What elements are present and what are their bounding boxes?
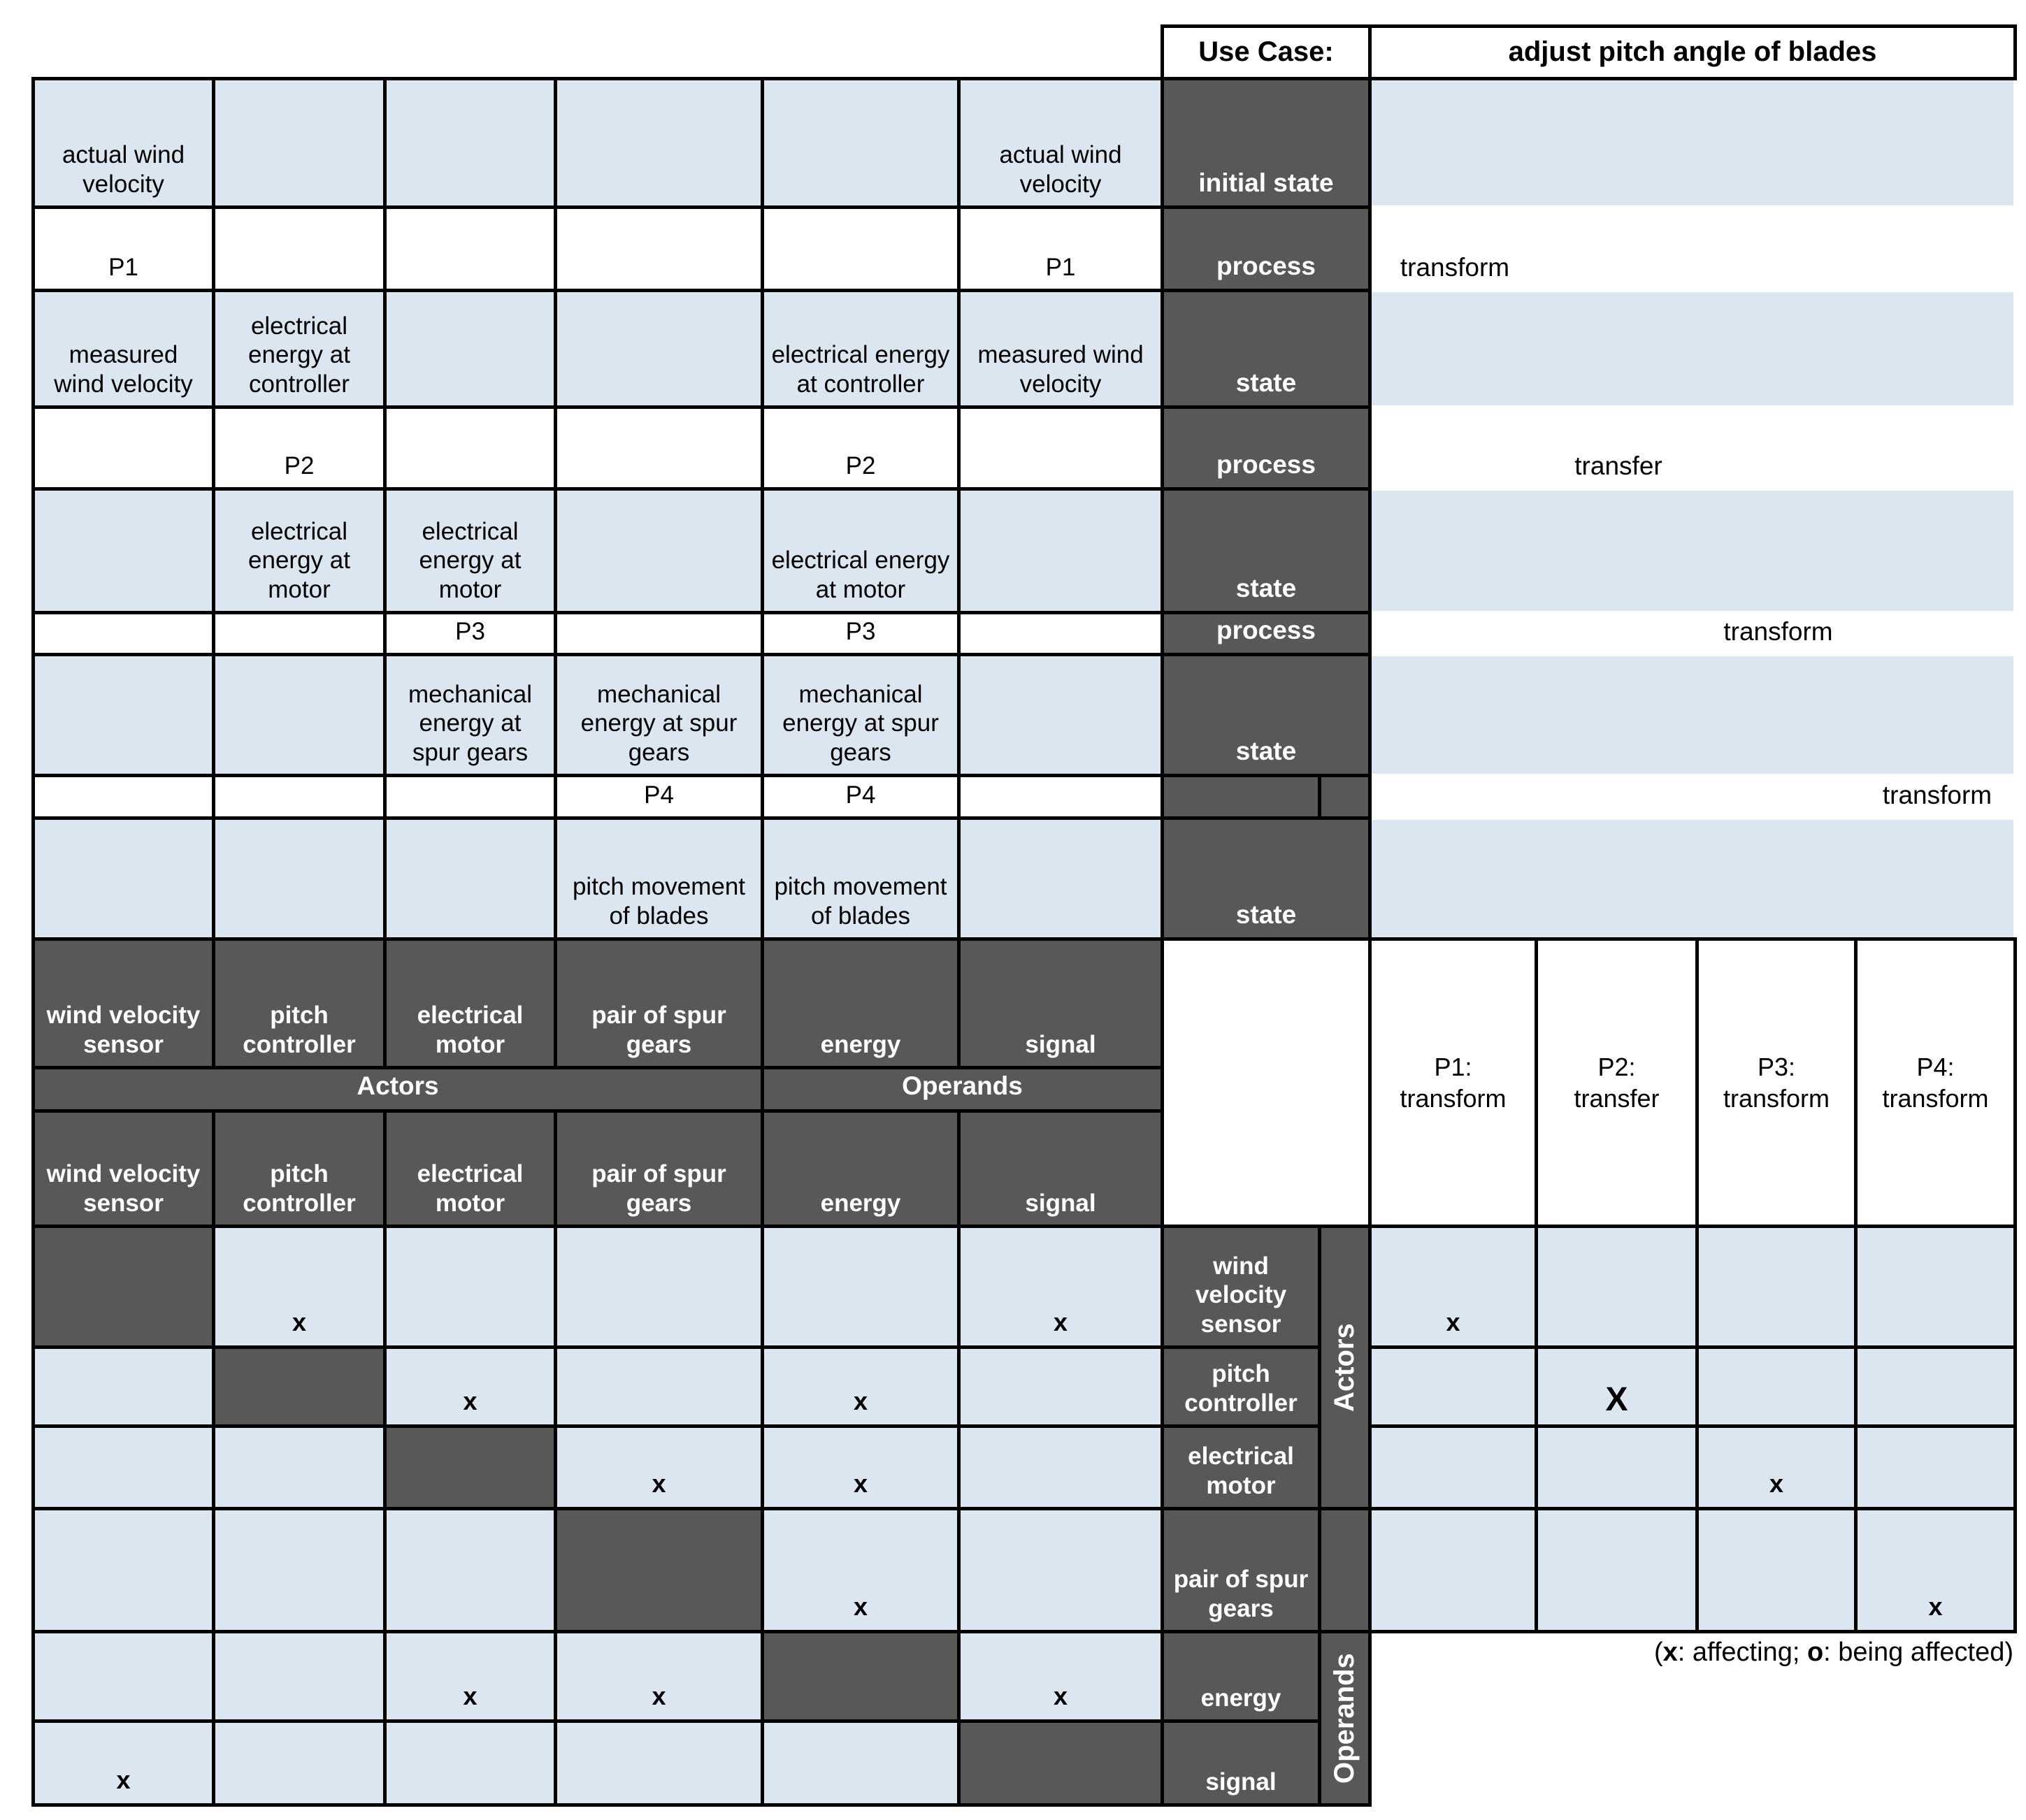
flow-cell-r7-c3	[383, 653, 557, 777]
flow-cell-r4-c2	[212, 405, 387, 491]
flow-cell-r2-c6-text: P1	[1045, 253, 1076, 281]
flow-cell-r3-c2	[212, 289, 387, 409]
process-matrix-cell-1-p2	[1535, 1225, 1699, 1349]
flow-cell-r3-c1	[31, 289, 215, 409]
matrix-cell-5-2	[212, 1630, 387, 1723]
matrix-cell-2-3-text: x	[463, 1386, 477, 1415]
matrix-cell-1-6	[957, 1225, 1164, 1349]
phase-label-r8-right	[1318, 774, 1372, 820]
flow-cell-r1-c1	[31, 77, 215, 209]
matrix-cell-3-3-diagonal	[383, 1424, 557, 1510]
phase-band-r1	[1372, 80, 2013, 205]
matrix-cell-4-3	[383, 1507, 557, 1633]
matrix-cell-5-3	[383, 1630, 557, 1723]
matrix-cell-5-3-text: x	[463, 1681, 477, 1710]
entity-row-label-4	[1161, 1507, 1321, 1633]
matrix-cell-1-6-text: x	[1053, 1307, 1068, 1336]
flow-cell-r3-c2-text: electrical energy at controller	[248, 312, 350, 398]
process-column-header-1-text: P1: transform	[1400, 1053, 1507, 1113]
flow-cell-r5-c1	[31, 487, 215, 614]
entity-header-mid-1	[31, 1109, 215, 1228]
phase-label-r1-text: initial state	[1198, 168, 1334, 198]
process-column-header-2	[1535, 937, 1699, 1228]
operands-vertical-label	[1318, 1630, 1372, 1807]
flow-cell-r8-c3	[383, 774, 557, 820]
flow-cell-r2-c3	[383, 205, 557, 292]
matrix-cell-4-2	[212, 1507, 387, 1633]
process-name-r2: transform	[1400, 253, 1510, 282]
process-matrix-cell-4-p1	[1368, 1507, 1538, 1633]
entity-header-top-4	[554, 937, 764, 1069]
flow-cell-r8-c6	[957, 774, 1164, 820]
entity-header-mid-3-text: electrical motor	[417, 1160, 524, 1217]
phase-label-r4	[1161, 405, 1372, 491]
process-column-header-4-text: P4: transform	[1882, 1053, 1989, 1113]
process-matrix-cell-2-p4	[1854, 1345, 2017, 1428]
process-matrix-cell-2-p2-text: X	[1605, 1381, 1628, 1419]
flow-cell-r3-c3	[383, 289, 557, 409]
flow-cell-r4-c3	[383, 405, 557, 491]
matrix-cell-1-5	[761, 1225, 961, 1349]
flow-cell-r5-c5-text: electrical energy at motor	[771, 547, 950, 603]
flow-cell-r8-c1	[31, 774, 215, 820]
flow-cell-r7-c4	[554, 653, 764, 777]
matrix-cell-1-2-text: x	[292, 1307, 307, 1336]
flow-cell-r2-c1-text: P1	[108, 253, 138, 281]
legend-key-x: x	[1662, 1638, 1678, 1667]
entity-header-mid-6	[957, 1109, 1164, 1228]
operands-band	[761, 1066, 1164, 1113]
flow-cell-r9-c5	[761, 816, 961, 941]
flow-cell-r3-c6-text: measured wind velocity	[977, 341, 1144, 398]
actors-band-text: Actors	[357, 1071, 439, 1100]
phase-band-r6	[1372, 614, 2013, 653]
entity-row-label-1-text: wind velocity sensor	[1195, 1252, 1287, 1338]
flow-cell-r1-c6	[957, 77, 1164, 209]
process-matrix-cell-4-p3	[1695, 1507, 1858, 1633]
entity-header-top-6	[957, 937, 1164, 1069]
phase-label-r5-text: state	[1235, 574, 1297, 603]
flow-cell-r9-c3	[383, 816, 557, 941]
flow-cell-r7-c4-text: mechanical energy at spur gears	[580, 681, 738, 766]
flow-cell-r2-c2	[212, 205, 387, 292]
phase-band-r9	[1372, 820, 2013, 937]
flow-cell-r5-c2	[212, 487, 387, 614]
flow-cell-r4-c1	[31, 405, 215, 491]
entity-header-mid-5	[761, 1109, 961, 1228]
entity-header-top-5-text: energy	[820, 1030, 901, 1058]
flow-cell-r9-c6	[957, 816, 1164, 941]
operands-band-text: Operands	[902, 1071, 1023, 1100]
flow-cell-r8-c4-text: P4	[644, 781, 674, 809]
matrix-cell-4-4-diagonal	[554, 1507, 764, 1633]
flow-cell-r1-c1-text: actual wind velocity	[62, 141, 185, 198]
process-matrix-cell-3-p1	[1368, 1424, 1538, 1510]
phase-label-r6-text: process	[1216, 616, 1316, 645]
phase-label-r3-text: state	[1235, 368, 1297, 398]
flow-cell-r1-c5	[761, 77, 961, 209]
entity-header-top-6-text: signal	[1025, 1030, 1096, 1058]
legend-segment: : being affected)	[1823, 1638, 2013, 1667]
process-name-r8: transform	[1882, 781, 1992, 810]
matrix-cell-3-4	[554, 1424, 764, 1510]
matrix-cell-1-2	[212, 1225, 387, 1349]
flow-cell-r4-c6	[957, 405, 1164, 491]
flow-cell-r7-c1	[31, 653, 215, 777]
phase-label-r2-text: process	[1216, 252, 1316, 281]
entity-header-top-3-text: electrical motor	[417, 1002, 524, 1058]
matrix-cell-4-5-text: x	[853, 1591, 868, 1621]
flow-cell-r9-c1	[31, 816, 215, 941]
process-matrix-cell-1-p3	[1695, 1225, 1858, 1349]
entity-row-label-2-text: pitch controller	[1184, 1360, 1298, 1417]
use-case-label: Use Case:	[1161, 24, 1372, 80]
entity-row-label-6	[1161, 1719, 1321, 1807]
operands-vertical-text: Operands	[1328, 1653, 1360, 1784]
phase-band-r5	[1372, 491, 2013, 611]
flow-cell-r3-c5	[761, 289, 961, 409]
flow-cell-r2-c6	[957, 205, 1164, 292]
matrix-cell-4-1	[31, 1507, 215, 1633]
matrix-cell-3-4-text: x	[652, 1468, 666, 1498]
entity-row-label-1	[1161, 1225, 1321, 1349]
flow-cell-r6-c2	[212, 611, 387, 656]
matrix-cell-5-6	[957, 1630, 1164, 1723]
flow-cell-r1-c3	[383, 77, 557, 209]
entity-header-mid-4	[554, 1109, 764, 1228]
matrix-cell-2-5-text: x	[853, 1386, 868, 1415]
matrix-cell-2-4	[554, 1345, 764, 1428]
matrix-cell-3-2	[212, 1424, 387, 1510]
process-matrix-cell-2-p3	[1695, 1345, 1858, 1428]
matrix-cell-1-1-diagonal	[31, 1225, 215, 1349]
matrix-cell-5-6-text: x	[1053, 1681, 1068, 1710]
process-matrix-cell-2-p1	[1368, 1345, 1538, 1428]
flow-cell-r8-c4	[554, 774, 764, 820]
flow-cell-r3-c1-text: measured wind velocity	[54, 341, 193, 398]
phase-label-r2	[1161, 205, 1372, 292]
entity-row-label-3-text: electrical motor	[1188, 1443, 1294, 1499]
phase-label-r3	[1161, 289, 1372, 409]
flow-cell-r4-c2-text: P2	[284, 452, 315, 479]
flow-cell-r7-c2	[212, 653, 387, 777]
entity-header-top-5	[761, 937, 961, 1069]
matrix-cell-1-3	[383, 1225, 557, 1349]
matrix-cell-3-5	[761, 1424, 961, 1510]
entity-row-label-5	[1161, 1630, 1321, 1723]
matrix-cell-4-6	[957, 1507, 1164, 1633]
flow-cell-r9-c4	[554, 816, 764, 941]
flow-cell-r3-c6	[957, 289, 1164, 409]
phase-label-r4-text: process	[1216, 450, 1316, 479]
flow-cell-r6-c1	[31, 611, 215, 656]
matrix-cell-1-4	[554, 1225, 764, 1349]
flow-cell-r8-c2	[212, 774, 387, 820]
process-column-header-4	[1854, 937, 2017, 1228]
flow-cell-r5-c6	[957, 487, 1164, 614]
actors-vertical-text: Actors	[1328, 1323, 1360, 1412]
process-column-header-2-text: P2: transfer	[1574, 1053, 1660, 1113]
matrix-cell-6-4	[554, 1719, 764, 1807]
entity-header-mid-5-text: energy	[820, 1189, 901, 1217]
matrix-cell-5-1	[31, 1630, 215, 1723]
matrix-cell-2-3	[383, 1345, 557, 1428]
flow-cell-r5-c3-text: electrical energy at motor	[419, 518, 522, 603]
matrix-cell-6-2	[212, 1719, 387, 1807]
phase-band-r8	[1372, 777, 2013, 816]
flow-cell-r7-c5-text: mechanical energy at spur gears	[782, 681, 939, 766]
flow-cell-r4-c5-text: P2	[845, 452, 876, 479]
legend-segment: : affecting;	[1677, 1638, 1807, 1667]
matrix-cell-3-6	[957, 1424, 1164, 1510]
flow-cell-r3-c4	[554, 289, 764, 409]
phase-label-r1	[1161, 77, 1372, 209]
process-matrix-cell-4-p4-text: x	[1928, 1591, 1943, 1621]
entity-row-label-2	[1161, 1345, 1321, 1428]
entity-header-top-4-text: pair of spur gears	[591, 1002, 726, 1058]
strip-spacer-cell	[1318, 1507, 1372, 1633]
flow-cell-r5-c3	[383, 487, 557, 614]
flow-cell-r6-c3-text: P3	[455, 617, 485, 645]
flow-cell-r6-c4	[554, 611, 764, 656]
phase-label-r6	[1161, 611, 1372, 656]
matrix-cell-6-1	[31, 1719, 215, 1807]
flow-cell-r9-c5-text: pitch movement of blades	[774, 873, 947, 930]
phase-band-r4	[1372, 409, 2013, 487]
flow-cell-r2-c4	[554, 205, 764, 292]
flow-cell-r9-c2	[212, 816, 387, 941]
process-matrix-cell-4-p4	[1854, 1507, 2017, 1633]
entity-header-mid-2-text: pitch controller	[243, 1160, 356, 1217]
phase-band-r3	[1372, 292, 2013, 405]
matrix-cell-4-5	[761, 1507, 961, 1633]
flow-cell-r1-c6-text: actual wind velocity	[999, 141, 1122, 198]
flow-cell-r3-c5-text: electrical energy at controller	[771, 341, 950, 398]
entity-header-mid-3	[383, 1109, 557, 1228]
entity-row-label-4-text: pair of spur gears	[1173, 1566, 1309, 1622]
entity-header-top-1	[31, 937, 215, 1069]
process-matrix-cell-1-p4	[1854, 1225, 2017, 1349]
flow-cell-r7-c6	[957, 653, 1164, 777]
matrix-cell-6-6-diagonal	[957, 1719, 1164, 1807]
matrix-cell-6-5	[761, 1719, 961, 1807]
flow-cell-r4-c5	[761, 405, 961, 491]
flow-cell-r5-c2-text: electrical energy at motor	[248, 518, 350, 603]
matrix-cell-6-1-text: x	[116, 1765, 131, 1794]
phase-band-r2	[1372, 209, 2013, 289]
matrix-cell-6-3	[383, 1719, 557, 1807]
process-matrix-cell-3-p3-text: x	[1769, 1468, 1784, 1498]
flow-cell-r2-c1	[31, 205, 215, 292]
actors-vertical-label	[1318, 1225, 1372, 1510]
flow-cell-r6-c5	[761, 611, 961, 656]
matrix-cell-3-5-text: x	[853, 1468, 868, 1498]
entity-header-mid-6-text: signal	[1025, 1189, 1096, 1217]
flow-cell-r6-c6	[957, 611, 1164, 656]
entity-header-top-2	[212, 937, 387, 1069]
flow-cell-r6-c3	[383, 611, 557, 656]
entity-header-top-2-text: pitch controller	[243, 1002, 356, 1058]
flow-cell-r2-c5	[761, 205, 961, 292]
entity-header-top-3	[383, 937, 557, 1069]
entity-row-label-5-text: energy	[1200, 1684, 1281, 1712]
process-matrix-cell-1-p1	[1368, 1225, 1538, 1349]
matrix-cell-3-1	[31, 1424, 215, 1510]
entity-header-top-1-text: wind velocity sensor	[46, 1002, 201, 1058]
flow-cell-r5-c4	[554, 487, 764, 614]
entity-header-mid-2	[212, 1109, 387, 1228]
flow-cell-r9-c4-text: pitch movement of blades	[572, 873, 746, 930]
matrix-cell-2-5	[761, 1345, 961, 1428]
flow-cell-r1-c2	[212, 77, 387, 209]
legend-segment: (	[1653, 1638, 1663, 1667]
matrix-cell-5-4	[554, 1630, 764, 1723]
legend-note	[1384, 1638, 2013, 1668]
entity-header-mid-4-text: pair of spur gears	[591, 1160, 726, 1217]
corner-blank-cell	[1161, 937, 1372, 1228]
flow-cell-r6-c5-text: P3	[845, 617, 876, 645]
flow-cell-r7-c3-text: mechanical energy at spur gears	[408, 681, 533, 766]
flow-cell-r5-c5	[761, 487, 961, 614]
flow-cell-r1-c4	[554, 77, 764, 209]
legend-key-o: o	[1806, 1638, 1824, 1667]
matrix-cell-2-1	[31, 1345, 215, 1428]
process-matrix-cell-3-p2	[1535, 1424, 1699, 1510]
process-matrix-cell-1-p1-text: x	[1446, 1307, 1460, 1336]
phase-band-r7	[1372, 656, 2013, 774]
flow-cell-r4-c4	[554, 405, 764, 491]
entity-row-label-3	[1161, 1424, 1321, 1510]
flow-cell-r7-c5	[761, 653, 961, 777]
process-name-r6: transform	[1723, 617, 1833, 647]
process-matrix-cell-2-p2	[1535, 1345, 1699, 1428]
actors-band	[31, 1066, 764, 1113]
process-matrix-cell-3-p3	[1695, 1424, 1858, 1510]
matrix-cell-5-5-diagonal	[761, 1630, 961, 1723]
phase-label-r5	[1161, 487, 1372, 614]
phase-label-r9-text: state	[1235, 900, 1297, 930]
process-column-header-3	[1695, 937, 1858, 1228]
phase-label-r7	[1161, 653, 1372, 777]
flow-cell-r8-c5-text: P4	[845, 781, 876, 809]
matrix-cell-5-4-text: x	[652, 1681, 666, 1710]
process-matrix-cell-3-p4	[1854, 1424, 2017, 1510]
phase-label-r8-left	[1161, 774, 1321, 820]
process-name-r4: transfer	[1574, 452, 1662, 481]
matrix-cell-2-6	[957, 1345, 1164, 1428]
flow-cell-r8-c5	[761, 774, 961, 820]
phase-label-r7-text: state	[1235, 737, 1297, 766]
phase-label-r9	[1161, 816, 1372, 941]
entity-header-mid-1-text: wind velocity sensor	[46, 1160, 201, 1217]
process-column-header-1	[1368, 937, 1538, 1228]
matrix-cell-2-2-diagonal	[212, 1345, 387, 1428]
process-matrix-cell-4-p2	[1535, 1507, 1699, 1633]
entity-row-label-6-text: signal	[1205, 1768, 1277, 1796]
use-case-value: adjust pitch angle of blades	[1368, 24, 2017, 80]
process-column-header-3-text: P3: transform	[1723, 1053, 1830, 1113]
